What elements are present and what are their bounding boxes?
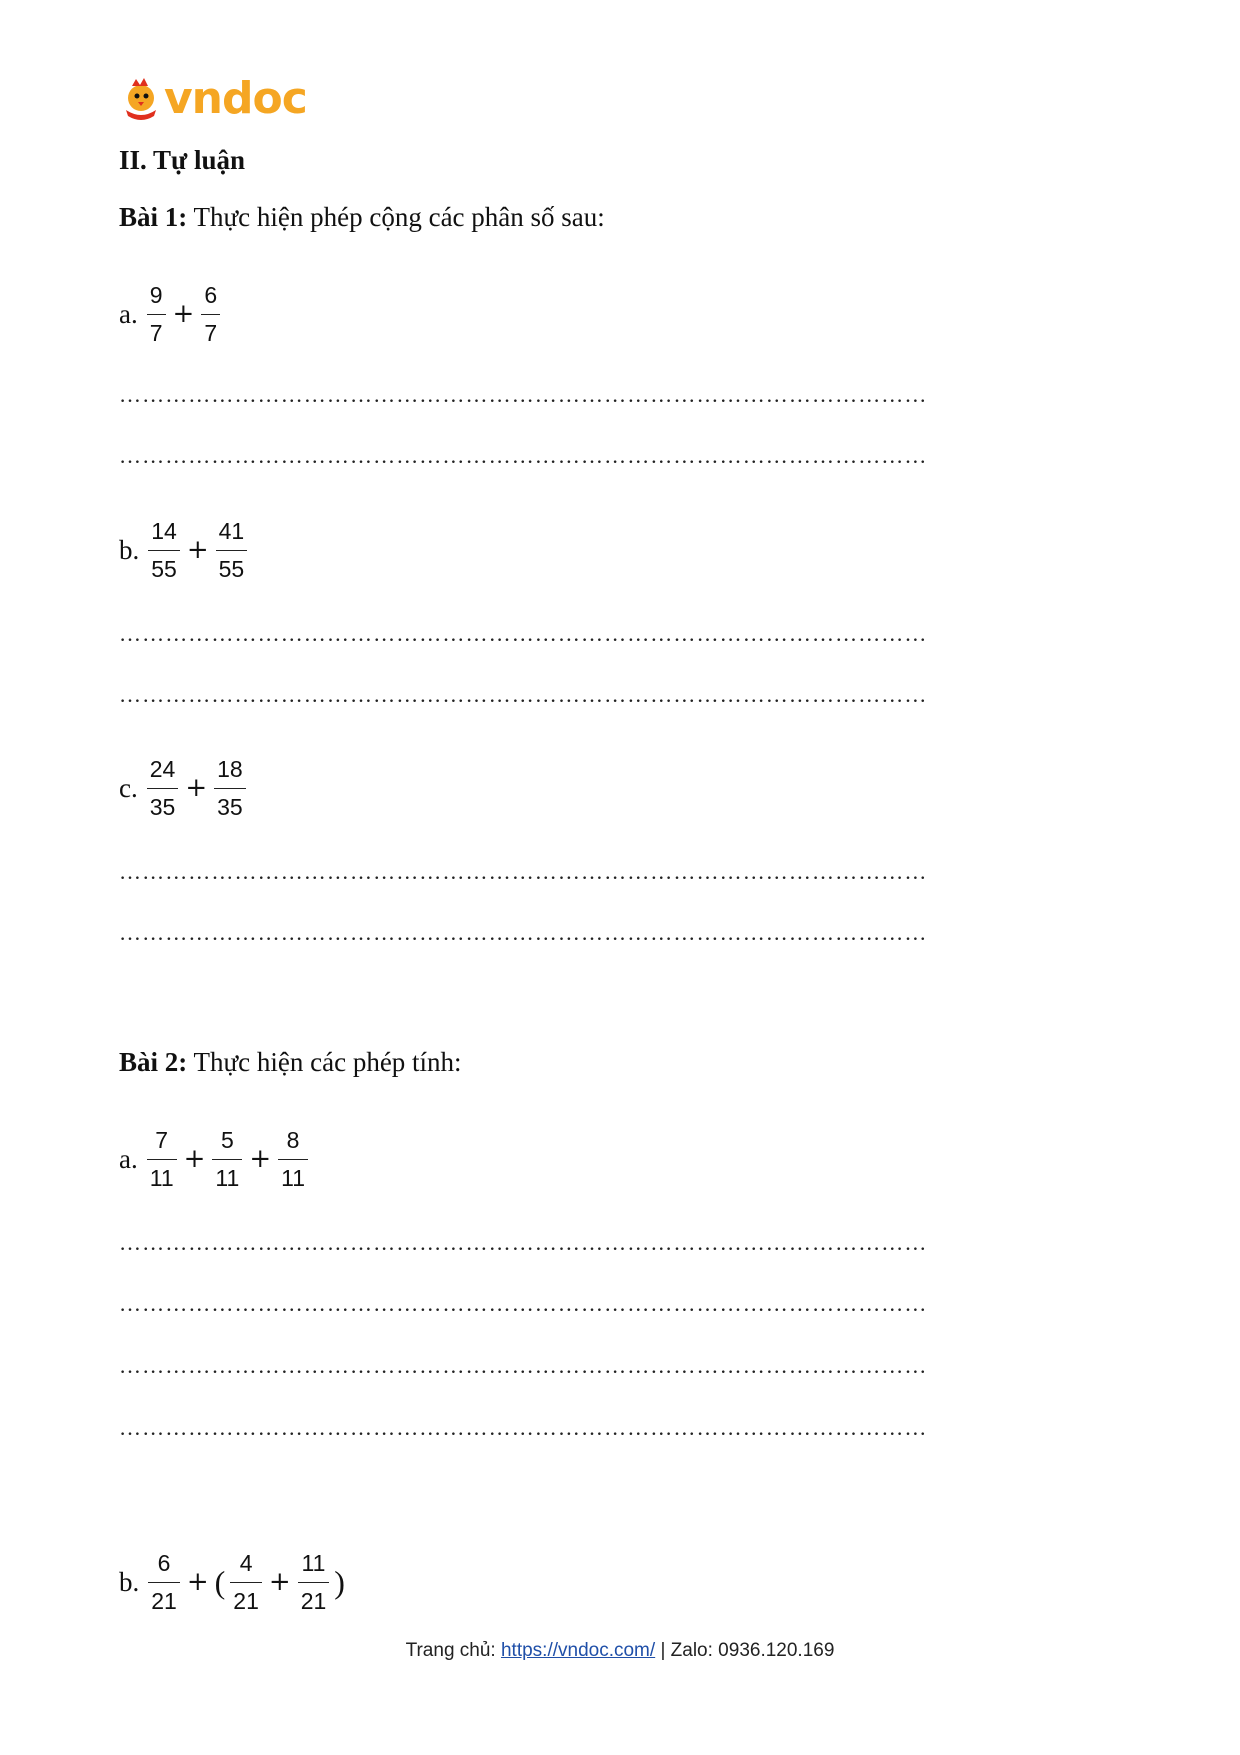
plus-operator: + xyxy=(268,1567,291,1597)
fraction xyxy=(278,1126,308,1191)
plus-operator: + xyxy=(185,773,208,803)
denominator: 7 xyxy=(149,319,163,346)
denominator: 21 xyxy=(151,1587,177,1614)
bai2-label: Bài 2: xyxy=(119,1047,188,1077)
bai2-item-b xyxy=(119,1547,347,1617)
bai1-text: Thực hiện phép cộng các phân số sau: xyxy=(187,202,605,232)
denominator: 11 xyxy=(215,1164,240,1191)
answer-line: …………………………………………………………………………………………… xyxy=(119,384,928,406)
denominator: 21 xyxy=(300,1587,327,1614)
denominator: 55 xyxy=(218,555,245,582)
logo-text: vndoc xyxy=(164,73,307,124)
bai1-item-a xyxy=(119,279,223,349)
denominator: 35 xyxy=(149,793,176,820)
numerator: 8 xyxy=(286,1126,300,1153)
open-parenthesis: ( xyxy=(214,1563,226,1600)
fraction xyxy=(201,281,220,346)
bai1-item-c xyxy=(119,753,249,823)
plus-operator: + xyxy=(172,299,195,329)
section-title: II. Tự luận xyxy=(119,145,246,175)
plus-operator: + xyxy=(183,1144,206,1174)
item-letter: a. xyxy=(119,1143,138,1174)
fraction xyxy=(147,1126,177,1191)
homepage-link[interactable]: https://vndoc.com/ xyxy=(500,1640,656,1661)
denominator: 21 xyxy=(233,1587,259,1614)
answer-line: …………………………………………………………………………………………… xyxy=(119,1417,928,1439)
bai2-item-a xyxy=(119,1124,311,1194)
denominator: 35 xyxy=(217,793,243,820)
close-parenthesis: ) xyxy=(334,1563,345,1600)
fraction xyxy=(148,1549,180,1614)
numerator: 7 xyxy=(155,1126,169,1153)
answer-line: …………………………………………………………………………………………… xyxy=(119,1232,928,1254)
denominator: 11 xyxy=(281,1164,305,1191)
bai1-label: Bài 1: xyxy=(119,202,188,232)
answer-line: …………………………………………………………………………………………… xyxy=(119,861,928,883)
answer-line: …………………………………………………………………………………………… xyxy=(119,445,928,467)
numerator: 18 xyxy=(217,755,243,782)
answer-line: …………………………………………………………………………………………… xyxy=(119,1355,928,1377)
numerator: 5 xyxy=(220,1126,234,1153)
numerator: 9 xyxy=(149,281,163,308)
numerator: 24 xyxy=(149,755,176,782)
plus-operator: + xyxy=(186,1567,209,1597)
bai2-text: Thực hiện các phép tính: xyxy=(187,1047,462,1077)
vndoc-logo[interactable] xyxy=(120,74,307,124)
fraction xyxy=(230,1549,262,1614)
bai1-item-b xyxy=(119,515,250,585)
fraction xyxy=(216,517,248,582)
answer-line: …………………………………………………………………………………………… xyxy=(119,1293,928,1315)
answer-line: …………………………………………………………………………………………… xyxy=(119,623,928,645)
plus-operator: + xyxy=(186,535,209,565)
footer-prefix: Trang chủ: xyxy=(405,1640,501,1661)
page-footer xyxy=(0,1640,1240,1662)
fraction xyxy=(148,517,180,582)
footer-contact: | Zalo: 0936.120.169 xyxy=(655,1640,835,1661)
item-letter: c. xyxy=(119,772,138,803)
fraction xyxy=(147,755,179,820)
answer-line: …………………………………………………………………………………………… xyxy=(119,684,928,706)
answer-line: …………………………………………………………………………………………… xyxy=(119,922,928,944)
fraction xyxy=(298,1549,330,1614)
denominator: 11 xyxy=(149,1164,174,1191)
numerator: 14 xyxy=(151,517,177,544)
numerator: 6 xyxy=(204,281,218,308)
denominator: 7 xyxy=(204,319,218,346)
numerator: 41 xyxy=(218,517,245,544)
bai1-heading xyxy=(119,202,605,233)
fraction xyxy=(147,281,166,346)
mascot-icon xyxy=(120,76,162,122)
numerator: 6 xyxy=(157,1549,171,1576)
fraction xyxy=(214,755,246,820)
item-letter: b. xyxy=(119,534,140,565)
item-letter: b. xyxy=(119,1566,140,1597)
item-letter: a. xyxy=(119,298,138,329)
plus-operator: + xyxy=(249,1144,272,1174)
numerator: 4 xyxy=(239,1549,253,1576)
bai2-heading xyxy=(119,1047,462,1078)
denominator: 55 xyxy=(151,555,177,582)
numerator: 11 xyxy=(301,1549,326,1576)
fraction xyxy=(212,1126,242,1191)
